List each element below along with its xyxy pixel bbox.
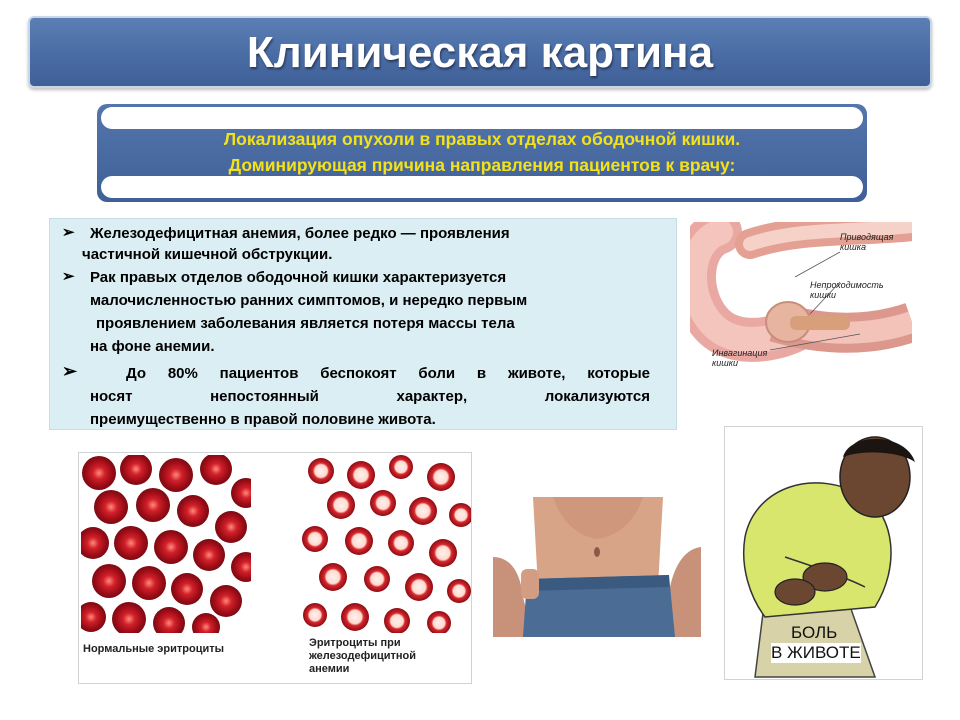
bullet-1-line-1: Железодефицитная анемия, более редко — проявления (90, 225, 510, 242)
subtitle-banner (97, 104, 867, 202)
anemia-cells-caption-1: Эритроциты при (309, 637, 401, 649)
title-bar (28, 16, 932, 88)
pain-caption-line-1: БОЛЬ (791, 623, 838, 642)
bullet-3-line-3: преимущественно в правой половине живота. (90, 411, 436, 428)
arrow-bullet-icon: ➢ (62, 361, 78, 381)
arrow-bullet-icon: ➢ (62, 224, 75, 241)
subtitle-line-1: Локализация опухоли в правых отделах ободочной кишки. (223, 129, 741, 149)
label-bowel-obstruction: Непроходимость кишки (810, 280, 884, 300)
intestine-illustration (690, 222, 912, 370)
bullet-2-line-2: малочисленностью ранних симптомов, и нередко первым (90, 292, 528, 309)
bullet-2-line-1: Рак правых отделов ободочной кишки характеризуется (90, 269, 507, 286)
bullet-2-line-4: на фоне анемии. (90, 338, 215, 355)
anemia-cells-caption-2: железодефицитной (309, 650, 417, 662)
bullet-3-line-1: До 80% пациентов беспокоят боли в животе, которые (126, 365, 650, 382)
arrow-bullet-icon: ➢ (62, 268, 75, 285)
weight-loss-photo (493, 497, 701, 637)
red-cells-figure (78, 452, 472, 684)
normal-cells-image (81, 455, 251, 633)
normal-cells-caption: Нормальные эритроциты (83, 643, 224, 655)
label-intussusception: Инвагинация кишки (712, 348, 768, 368)
label-afferent-bowel: Приводящая кишка (840, 232, 894, 252)
bullet-2-line-3: проявлением заболевания является потеря массы тела (96, 315, 515, 332)
page-title: Клиническая картина (246, 28, 714, 77)
subtitle-line-2: Доминирующая причина направления пациентов к врачу: (228, 155, 736, 175)
banner-top-stripe (101, 107, 863, 129)
abdominal-pain-illustration (724, 426, 923, 680)
symptoms-text-box (49, 218, 677, 430)
banner-bottom-stripe (101, 176, 863, 198)
bullet-3-line-2: носят непостоянный характер, локализуются (90, 388, 650, 405)
anemia-cells-caption-3: анемии (309, 663, 350, 675)
bullet-1-line-2: частичной кишечной обструкции. (82, 246, 333, 263)
anemia-cells-image (301, 455, 471, 633)
pain-caption-line-2: В ЖИВОТЕ (771, 643, 861, 662)
